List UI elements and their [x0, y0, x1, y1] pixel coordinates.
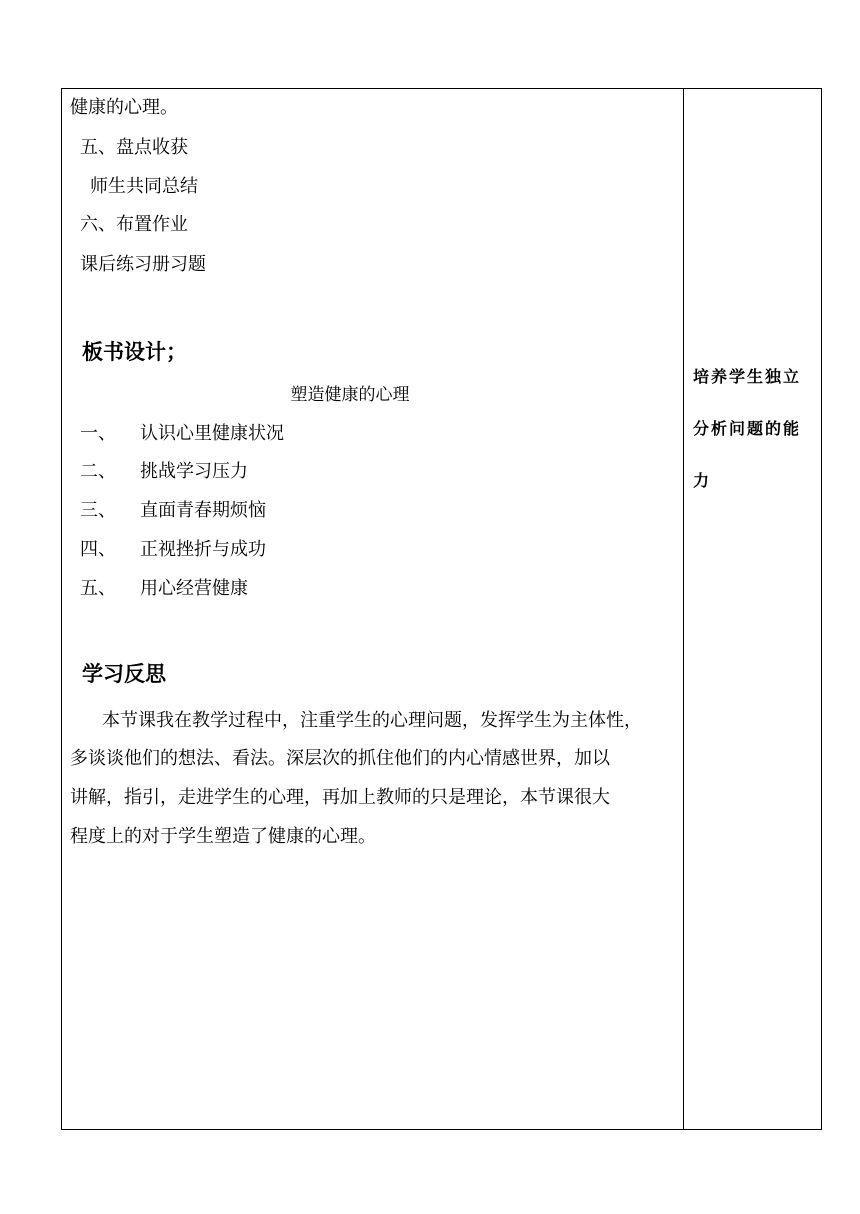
board-item [80, 578, 248, 600]
board-item-text: 直面青春期烦恼 [140, 500, 266, 521]
section-5-title: 五、盘点收获 [80, 137, 188, 158]
board-item [80, 423, 284, 445]
board-item-number: 二、 [80, 461, 116, 482]
side-note-line: 培养学生独立 [693, 367, 802, 386]
board-design-heading: 板书设计； [82, 340, 187, 364]
reflection-line: 讲解，指引，走进学生的心理，再加上教师的只是理论，本节课很大 [70, 787, 610, 808]
board-item-text: 挑战学习压力 [140, 461, 248, 482]
board-item-number: 三、 [80, 500, 116, 521]
board-item [80, 539, 266, 561]
column-divider [683, 88, 684, 1130]
board-item [80, 461, 248, 483]
board-item-number: 一、 [80, 423, 116, 444]
board-item [80, 500, 266, 522]
board-item-text: 正视挫折与成功 [140, 539, 266, 560]
board-title: 塑造健康的心理 [290, 385, 410, 405]
continued-line: 健康的心理。 [70, 97, 178, 118]
side-note-line: 分析问题的能 [693, 419, 802, 438]
board-item-text: 用心经营健康 [140, 578, 248, 599]
board-item-number: 五、 [80, 578, 116, 599]
lesson-table [61, 88, 822, 1130]
side-note-line: 力 [693, 471, 712, 490]
board-item-number: 四、 [80, 539, 116, 560]
section-6-title: 六、布置作业 [80, 214, 188, 235]
reflection-line: 多谈谈他们的想法、看法。深层次的抓住他们的内心情感世界，加以 [70, 748, 610, 769]
reflection-line: 本节课我在教学过程中，注重学生的心理问题，发挥学生为主体性， [102, 710, 642, 731]
reflection-line: 程度上的对于学生塑造了健康的心理。 [70, 826, 376, 847]
reflection-heading: 学习反思 [82, 662, 166, 686]
section-5-body: 师生共同总结 [90, 176, 198, 197]
board-item-text: 认识心里健康状况 [140, 423, 284, 444]
section-6-body: 课后练习册习题 [80, 254, 206, 275]
